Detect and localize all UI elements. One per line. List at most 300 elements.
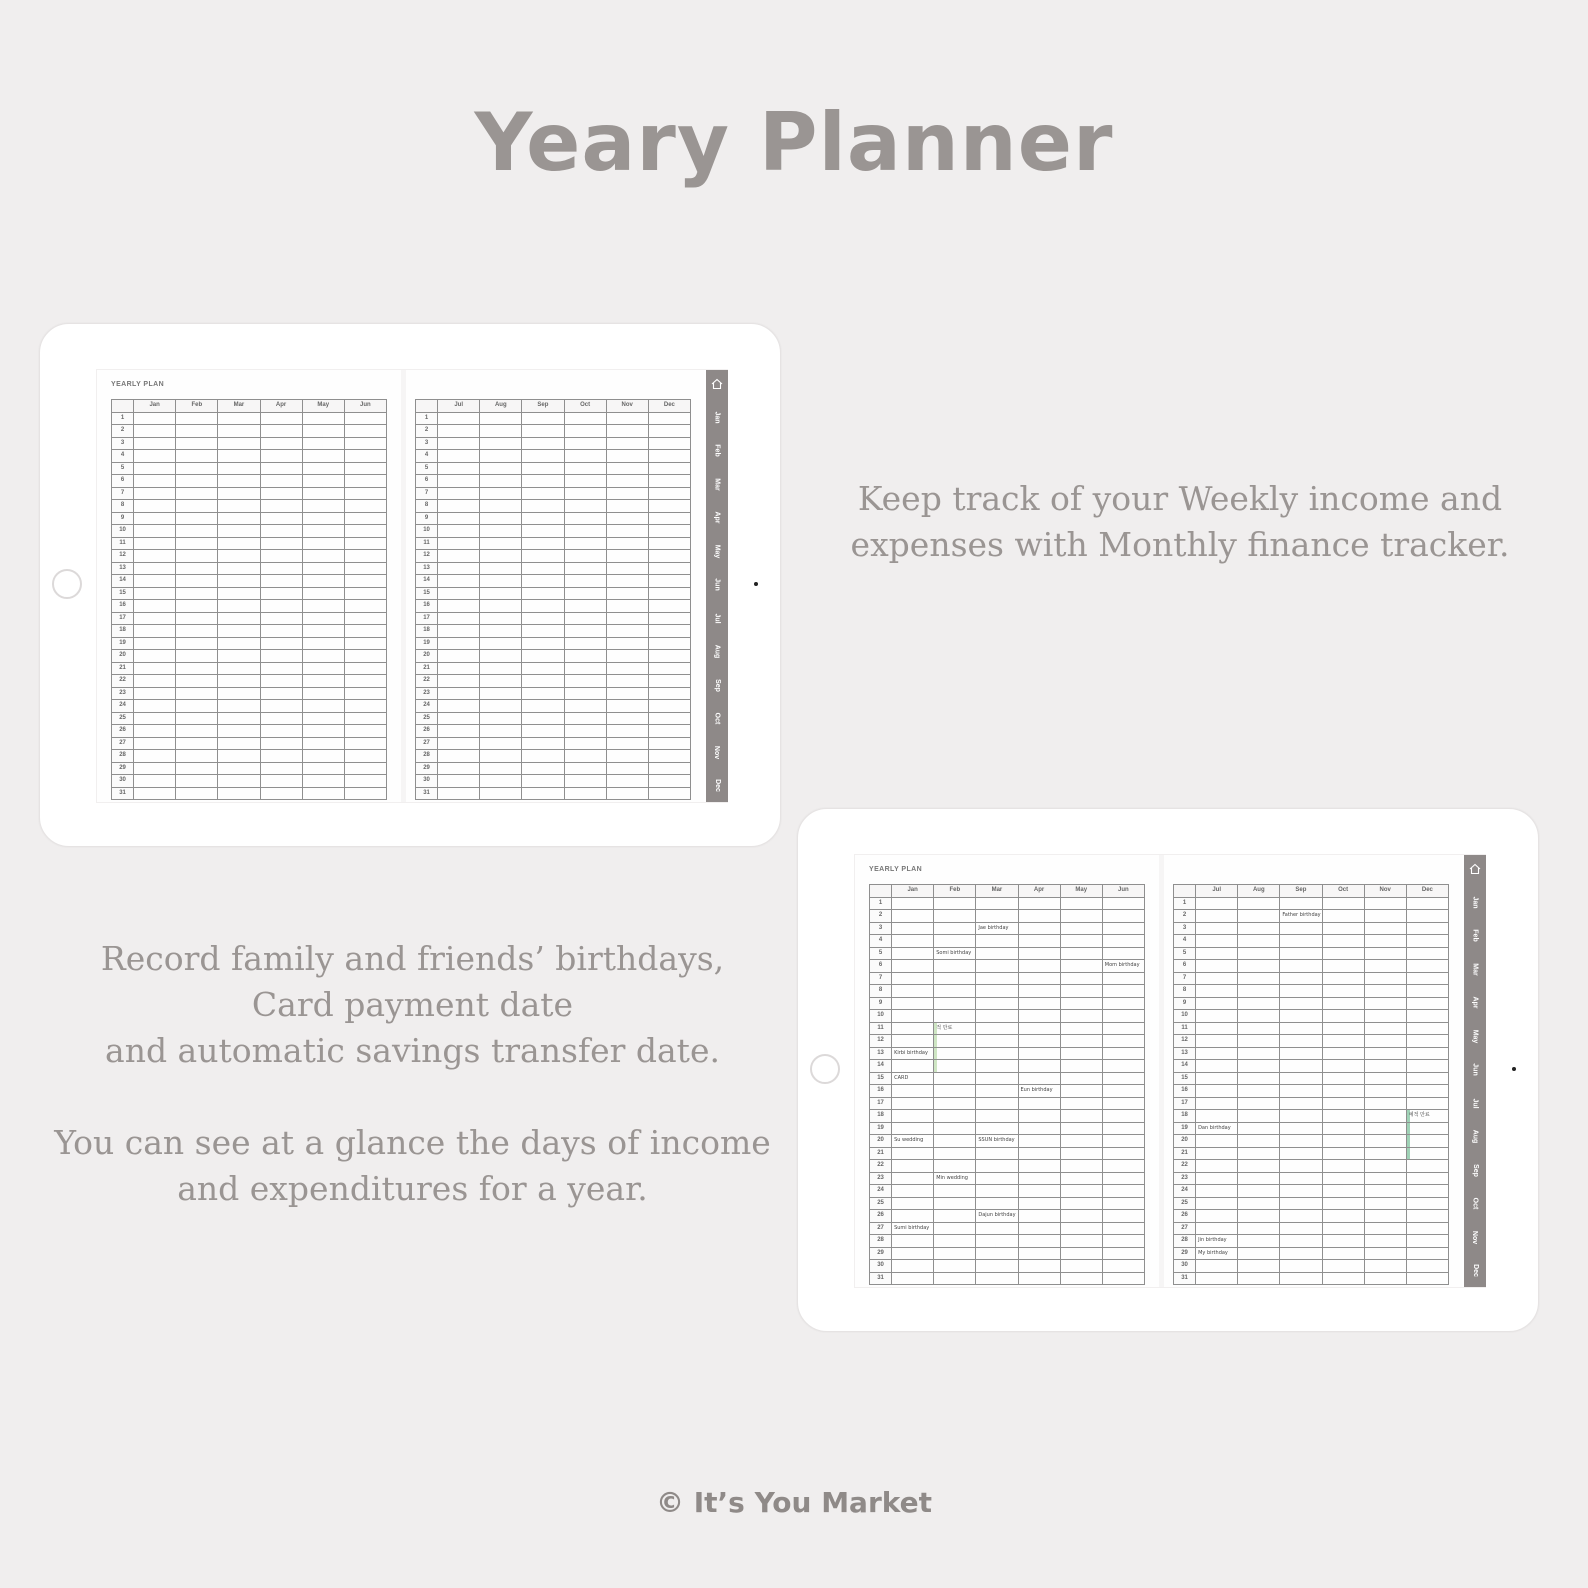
day-cell[interactable]: [892, 985, 934, 998]
day-cell[interactable]: [1102, 1060, 1144, 1073]
day-cell[interactable]: [218, 450, 260, 463]
day-cell[interactable]: [1406, 1085, 1448, 1098]
day-cell[interactable]: [934, 985, 976, 998]
day-cell[interactable]: [302, 775, 344, 788]
day-cell[interactable]: [1280, 1260, 1322, 1273]
day-cell[interactable]: [260, 787, 302, 800]
day-cell[interactable]: [976, 972, 1018, 985]
day-cell[interactable]: [438, 662, 480, 675]
day-cell[interactable]: [892, 1160, 934, 1173]
day-cell[interactable]: [260, 537, 302, 550]
day-cell[interactable]: [1196, 1260, 1238, 1273]
day-cell[interactable]: [1060, 1110, 1102, 1123]
month-tab[interactable]: [1464, 1122, 1486, 1152]
day-cell[interactable]: [1196, 1097, 1238, 1110]
day-cell[interactable]: [1238, 1047, 1280, 1060]
day-cell[interactable]: [302, 450, 344, 463]
day-cell[interactable]: [480, 662, 522, 675]
day-cell[interactable]: [1364, 960, 1406, 973]
day-cell[interactable]: [218, 550, 260, 563]
day-cell[interactable]: [260, 687, 302, 700]
day-cell[interactable]: [260, 637, 302, 650]
day-cell[interactable]: My birthday: [1196, 1247, 1238, 1260]
day-cell[interactable]: [302, 525, 344, 538]
day-cell[interactable]: [1060, 1047, 1102, 1060]
day-cell[interactable]: [1238, 1110, 1280, 1123]
day-cell[interactable]: [648, 725, 690, 738]
day-cell[interactable]: [1280, 1047, 1322, 1060]
day-cell[interactable]: [892, 1110, 934, 1123]
day-cell[interactable]: [1322, 1222, 1364, 1235]
day-cell[interactable]: [1102, 1197, 1144, 1210]
day-cell[interactable]: [934, 1197, 976, 1210]
day-cell[interactable]: [218, 562, 260, 575]
day-cell[interactable]: [134, 750, 176, 763]
day-cell[interactable]: [260, 462, 302, 475]
day-cell[interactable]: [344, 675, 386, 688]
day-cell[interactable]: [260, 500, 302, 513]
day-cell[interactable]: [564, 550, 606, 563]
day-cell[interactable]: [606, 487, 648, 500]
day-cell[interactable]: [892, 1247, 934, 1260]
day-cell[interactable]: [648, 712, 690, 725]
day-cell[interactable]: [176, 775, 218, 788]
day-cell[interactable]: [480, 737, 522, 750]
day-cell[interactable]: [648, 462, 690, 475]
day-cell[interactable]: [1322, 897, 1364, 910]
day-cell[interactable]: [302, 462, 344, 475]
day-cell[interactable]: [934, 1085, 976, 1098]
day-cell[interactable]: [302, 562, 344, 575]
day-cell[interactable]: [648, 750, 690, 763]
day-cell[interactable]: [1018, 1185, 1060, 1198]
day-cell[interactable]: [564, 725, 606, 738]
day-cell[interactable]: [522, 612, 564, 625]
day-cell[interactable]: [1102, 1035, 1144, 1048]
day-cell[interactable]: [892, 1010, 934, 1023]
day-cell[interactable]: [564, 562, 606, 575]
day-cell[interactable]: [1322, 1022, 1364, 1035]
day-cell[interactable]: [1280, 1135, 1322, 1148]
day-cell[interactable]: [1364, 1235, 1406, 1248]
day-cell[interactable]: [1060, 922, 1102, 935]
day-cell[interactable]: [218, 750, 260, 763]
day-cell[interactable]: [218, 412, 260, 425]
day-cell[interactable]: [480, 712, 522, 725]
day-cell[interactable]: [1406, 935, 1448, 948]
day-cell[interactable]: [480, 637, 522, 650]
day-cell[interactable]: [1406, 1072, 1448, 1085]
day-cell[interactable]: [260, 700, 302, 713]
day-cell[interactable]: [302, 675, 344, 688]
month-tab[interactable]: [706, 402, 728, 432]
day-cell[interactable]: [302, 687, 344, 700]
day-cell[interactable]: [648, 662, 690, 675]
day-cell[interactable]: [1322, 1160, 1364, 1173]
day-cell[interactable]: [976, 935, 1018, 948]
day-cell[interactable]: [1406, 1160, 1448, 1173]
day-cell[interactable]: [1364, 1010, 1406, 1023]
day-cell[interactable]: [176, 750, 218, 763]
day-cell[interactable]: Kirbi birthday: [892, 1047, 934, 1060]
day-cell[interactable]: [934, 1010, 976, 1023]
month-tab[interactable]: [1464, 887, 1486, 917]
day-cell[interactable]: [218, 425, 260, 438]
day-cell[interactable]: [480, 612, 522, 625]
month-tab[interactable]: [1464, 1088, 1486, 1118]
day-cell[interactable]: [302, 575, 344, 588]
day-cell[interactable]: Jae birthday: [976, 922, 1018, 935]
day-cell[interactable]: [260, 600, 302, 613]
day-cell[interactable]: [934, 1047, 976, 1060]
day-cell[interactable]: [648, 512, 690, 525]
day-cell[interactable]: [344, 625, 386, 638]
day-cell[interactable]: [438, 612, 480, 625]
day-cell[interactable]: [344, 775, 386, 788]
day-cell[interactable]: [438, 500, 480, 513]
day-cell[interactable]: [438, 412, 480, 425]
day-cell[interactable]: [218, 525, 260, 538]
day-cell[interactable]: [522, 775, 564, 788]
day-cell[interactable]: [606, 437, 648, 450]
day-cell[interactable]: [564, 537, 606, 550]
day-cell[interactable]: [1280, 1272, 1322, 1285]
day-cell[interactable]: [1322, 997, 1364, 1010]
day-cell[interactable]: [260, 525, 302, 538]
day-cell[interactable]: [1280, 1060, 1322, 1073]
day-cell[interactable]: [302, 587, 344, 600]
day-cell[interactable]: [1196, 1085, 1238, 1098]
day-cell[interactable]: [522, 625, 564, 638]
day-cell[interactable]: [480, 600, 522, 613]
day-cell[interactable]: [1364, 1097, 1406, 1110]
day-cell[interactable]: [1364, 1022, 1406, 1035]
day-cell[interactable]: [564, 500, 606, 513]
day-cell[interactable]: [522, 750, 564, 763]
day-cell[interactable]: [1364, 1185, 1406, 1198]
day-cell[interactable]: [1102, 1097, 1144, 1110]
day-cell[interactable]: [1238, 1097, 1280, 1110]
day-cell[interactable]: [1102, 1072, 1144, 1085]
day-cell[interactable]: [176, 725, 218, 738]
day-cell[interactable]: [344, 487, 386, 500]
day-cell[interactable]: [302, 700, 344, 713]
day-cell[interactable]: [1196, 1022, 1238, 1035]
day-cell[interactable]: [648, 450, 690, 463]
day-cell[interactable]: [134, 575, 176, 588]
day-cell[interactable]: [260, 562, 302, 575]
day-cell[interactable]: [1102, 1122, 1144, 1135]
day-cell[interactable]: [1196, 1110, 1238, 1123]
day-cell[interactable]: [260, 550, 302, 563]
month-tab[interactable]: [706, 503, 728, 533]
day-cell[interactable]: [438, 562, 480, 575]
day-cell[interactable]: [1238, 1022, 1280, 1035]
day-cell[interactable]: [1238, 1260, 1280, 1273]
day-cell[interactable]: [260, 750, 302, 763]
day-cell[interactable]: [218, 737, 260, 750]
day-cell[interactable]: [176, 637, 218, 650]
day-cell[interactable]: [344, 562, 386, 575]
day-cell[interactable]: [176, 525, 218, 538]
day-cell[interactable]: Sumi birthday: [892, 1222, 934, 1235]
day-cell[interactable]: Jin birthday: [1196, 1235, 1238, 1248]
day-cell[interactable]: [344, 512, 386, 525]
day-cell[interactable]: [218, 625, 260, 638]
day-cell[interactable]: [176, 675, 218, 688]
day-cell[interactable]: [564, 425, 606, 438]
day-cell[interactable]: [438, 525, 480, 538]
day-cell[interactable]: [564, 450, 606, 463]
day-cell[interactable]: [1364, 922, 1406, 935]
day-cell[interactable]: [648, 637, 690, 650]
day-cell[interactable]: [302, 712, 344, 725]
day-cell[interactable]: [480, 562, 522, 575]
day-cell[interactable]: [176, 487, 218, 500]
day-cell[interactable]: [1364, 897, 1406, 910]
day-cell[interactable]: [176, 650, 218, 663]
day-cell[interactable]: [1018, 1222, 1060, 1235]
day-cell[interactable]: [1406, 1060, 1448, 1073]
day-cell[interactable]: [344, 437, 386, 450]
day-cell[interactable]: [1280, 1010, 1322, 1023]
day-cell[interactable]: SSUN birthday: [976, 1135, 1018, 1148]
day-cell[interactable]: [480, 787, 522, 800]
day-cell[interactable]: [176, 700, 218, 713]
day-cell[interactable]: [892, 1060, 934, 1073]
day-cell[interactable]: [1364, 1060, 1406, 1073]
day-cell[interactable]: [1322, 985, 1364, 998]
day-cell[interactable]: [1322, 1072, 1364, 1085]
day-cell[interactable]: [1280, 1172, 1322, 1185]
day-cell[interactable]: [1238, 1135, 1280, 1148]
day-cell[interactable]: [648, 575, 690, 588]
day-cell[interactable]: [1280, 960, 1322, 973]
day-cell[interactable]: [1280, 1185, 1322, 1198]
day-cell[interactable]: [892, 1097, 934, 1110]
day-cell[interactable]: [134, 612, 176, 625]
day-cell[interactable]: [218, 600, 260, 613]
day-cell[interactable]: [1018, 1260, 1060, 1273]
day-cell[interactable]: [1238, 1160, 1280, 1173]
day-cell[interactable]: [648, 487, 690, 500]
day-cell[interactable]: [1322, 935, 1364, 948]
day-cell[interactable]: [648, 700, 690, 713]
day-cell[interactable]: [522, 712, 564, 725]
day-cell[interactable]: [1018, 947, 1060, 960]
day-cell[interactable]: [1238, 997, 1280, 1010]
day-cell[interactable]: [1406, 985, 1448, 998]
day-cell[interactable]: [1364, 1085, 1406, 1098]
day-cell[interactable]: [1060, 1147, 1102, 1160]
day-cell[interactable]: [1406, 1035, 1448, 1048]
day-cell[interactable]: [302, 500, 344, 513]
day-cell[interactable]: [480, 775, 522, 788]
day-cell[interactable]: [1238, 960, 1280, 973]
day-cell[interactable]: [344, 662, 386, 675]
day-cell[interactable]: [218, 500, 260, 513]
day-cell[interactable]: [134, 562, 176, 575]
day-cell[interactable]: [1406, 1147, 1448, 1160]
day-cell[interactable]: [1406, 1260, 1448, 1273]
day-cell[interactable]: [522, 425, 564, 438]
day-cell[interactable]: [522, 550, 564, 563]
day-cell[interactable]: [1018, 897, 1060, 910]
day-cell[interactable]: [134, 437, 176, 450]
day-cell[interactable]: [1322, 1272, 1364, 1285]
month-tab[interactable]: [706, 570, 728, 600]
day-cell[interactable]: [1196, 1160, 1238, 1173]
day-cell[interactable]: [1102, 1260, 1144, 1273]
day-cell[interactable]: [1364, 985, 1406, 998]
day-cell[interactable]: [1060, 1097, 1102, 1110]
day-cell[interactable]: [606, 787, 648, 800]
day-cell[interactable]: [648, 675, 690, 688]
day-cell[interactable]: [1322, 1047, 1364, 1060]
day-cell[interactable]: [1018, 1235, 1060, 1248]
day-cell[interactable]: [564, 762, 606, 775]
day-cell[interactable]: [1060, 1072, 1102, 1085]
day-cell[interactable]: [218, 575, 260, 588]
day-cell[interactable]: [260, 512, 302, 525]
day-cell[interactable]: [1406, 1272, 1448, 1285]
day-cell[interactable]: [1196, 922, 1238, 935]
day-cell[interactable]: [648, 687, 690, 700]
day-cell[interactable]: [892, 1185, 934, 1198]
day-cell[interactable]: [1196, 897, 1238, 910]
day-cell[interactable]: [1018, 1247, 1060, 1260]
day-cell[interactable]: [1238, 1272, 1280, 1285]
day-cell[interactable]: [934, 1247, 976, 1260]
day-cell[interactable]: [1060, 1010, 1102, 1023]
day-cell[interactable]: [302, 475, 344, 488]
day-cell[interactable]: [1280, 1147, 1322, 1160]
day-cell[interactable]: [1102, 972, 1144, 985]
day-cell[interactable]: [522, 737, 564, 750]
day-cell[interactable]: Somi birthday: [934, 947, 976, 960]
day-cell[interactable]: [1238, 897, 1280, 910]
day-cell[interactable]: [1406, 1135, 1448, 1148]
day-cell[interactable]: [1060, 1197, 1102, 1210]
day-cell[interactable]: [1364, 1110, 1406, 1123]
day-cell[interactable]: [1196, 1172, 1238, 1185]
day-cell[interactable]: [480, 762, 522, 775]
day-cell[interactable]: [218, 475, 260, 488]
day-cell[interactable]: [1060, 935, 1102, 948]
day-cell[interactable]: [976, 1035, 1018, 1048]
day-cell[interactable]: [976, 1197, 1018, 1210]
day-cell[interactable]: [606, 737, 648, 750]
day-cell[interactable]: [976, 1247, 1018, 1260]
day-cell[interactable]: [438, 425, 480, 438]
day-cell[interactable]: [134, 737, 176, 750]
day-cell[interactable]: [648, 412, 690, 425]
day-cell[interactable]: [522, 725, 564, 738]
day-cell[interactable]: [934, 972, 976, 985]
day-cell[interactable]: [1406, 910, 1448, 923]
day-cell[interactable]: [344, 687, 386, 700]
day-cell[interactable]: [1364, 1047, 1406, 1060]
day-cell[interactable]: [1364, 1247, 1406, 1260]
day-cell[interactable]: [892, 922, 934, 935]
day-cell[interactable]: [1196, 985, 1238, 998]
day-cell[interactable]: [302, 437, 344, 450]
day-cell[interactable]: [648, 625, 690, 638]
day-cell[interactable]: [564, 487, 606, 500]
day-cell[interactable]: [1322, 1135, 1364, 1148]
day-cell[interactable]: [438, 550, 480, 563]
day-cell[interactable]: [302, 650, 344, 663]
day-cell[interactable]: [1018, 1110, 1060, 1123]
day-cell[interactable]: [976, 1122, 1018, 1135]
day-cell[interactable]: [176, 475, 218, 488]
day-cell[interactable]: [1406, 1172, 1448, 1185]
home-icon[interactable]: [1469, 863, 1481, 875]
day-cell[interactable]: [1102, 1010, 1144, 1023]
day-cell[interactable]: [648, 537, 690, 550]
day-cell[interactable]: [134, 425, 176, 438]
day-cell[interactable]: [934, 1147, 976, 1160]
day-cell[interactable]: [1322, 1247, 1364, 1260]
month-tab[interactable]: [706, 603, 728, 633]
day-cell[interactable]: [934, 1097, 976, 1110]
day-cell[interactable]: [1364, 1197, 1406, 1210]
tablet-home-button[interactable]: [52, 569, 82, 599]
day-cell[interactable]: [1102, 922, 1144, 935]
day-cell[interactable]: [976, 910, 1018, 923]
day-cell[interactable]: [1406, 1010, 1448, 1023]
day-cell[interactable]: [1322, 1097, 1364, 1110]
day-cell[interactable]: [892, 1085, 934, 1098]
day-cell[interactable]: [134, 537, 176, 550]
day-cell[interactable]: [1196, 1135, 1238, 1148]
day-cell[interactable]: [522, 787, 564, 800]
day-cell[interactable]: [1196, 972, 1238, 985]
day-cell[interactable]: [892, 1172, 934, 1185]
day-cell[interactable]: [1322, 922, 1364, 935]
day-cell[interactable]: [564, 787, 606, 800]
day-cell[interactable]: [648, 787, 690, 800]
day-cell[interactable]: [1406, 1222, 1448, 1235]
day-cell[interactable]: [1322, 1085, 1364, 1098]
day-cell[interactable]: [606, 675, 648, 688]
day-cell[interactable]: [1238, 1122, 1280, 1135]
day-cell[interactable]: [976, 1110, 1018, 1123]
day-cell[interactable]: [1280, 1197, 1322, 1210]
day-cell[interactable]: [438, 700, 480, 713]
month-tab[interactable]: [706, 469, 728, 499]
day-cell[interactable]: [480, 687, 522, 700]
day-cell[interactable]: [892, 1235, 934, 1248]
day-cell[interactable]: [1322, 1172, 1364, 1185]
day-cell[interactable]: [1018, 1010, 1060, 1023]
day-cell[interactable]: [564, 712, 606, 725]
day-cell[interactable]: [1364, 1172, 1406, 1185]
day-cell[interactable]: [934, 910, 976, 923]
day-cell[interactable]: [1018, 1147, 1060, 1160]
day-cell[interactable]: [606, 650, 648, 663]
day-cell[interactable]: [934, 1110, 976, 1123]
day-cell[interactable]: [522, 575, 564, 588]
day-cell[interactable]: [302, 762, 344, 775]
day-cell[interactable]: [218, 637, 260, 650]
day-cell[interactable]: [1102, 1272, 1144, 1285]
day-cell[interactable]: [648, 587, 690, 600]
day-cell[interactable]: [934, 1072, 976, 1085]
day-cell[interactable]: [934, 1160, 976, 1173]
day-cell[interactable]: [134, 625, 176, 638]
day-cell[interactable]: [438, 462, 480, 475]
